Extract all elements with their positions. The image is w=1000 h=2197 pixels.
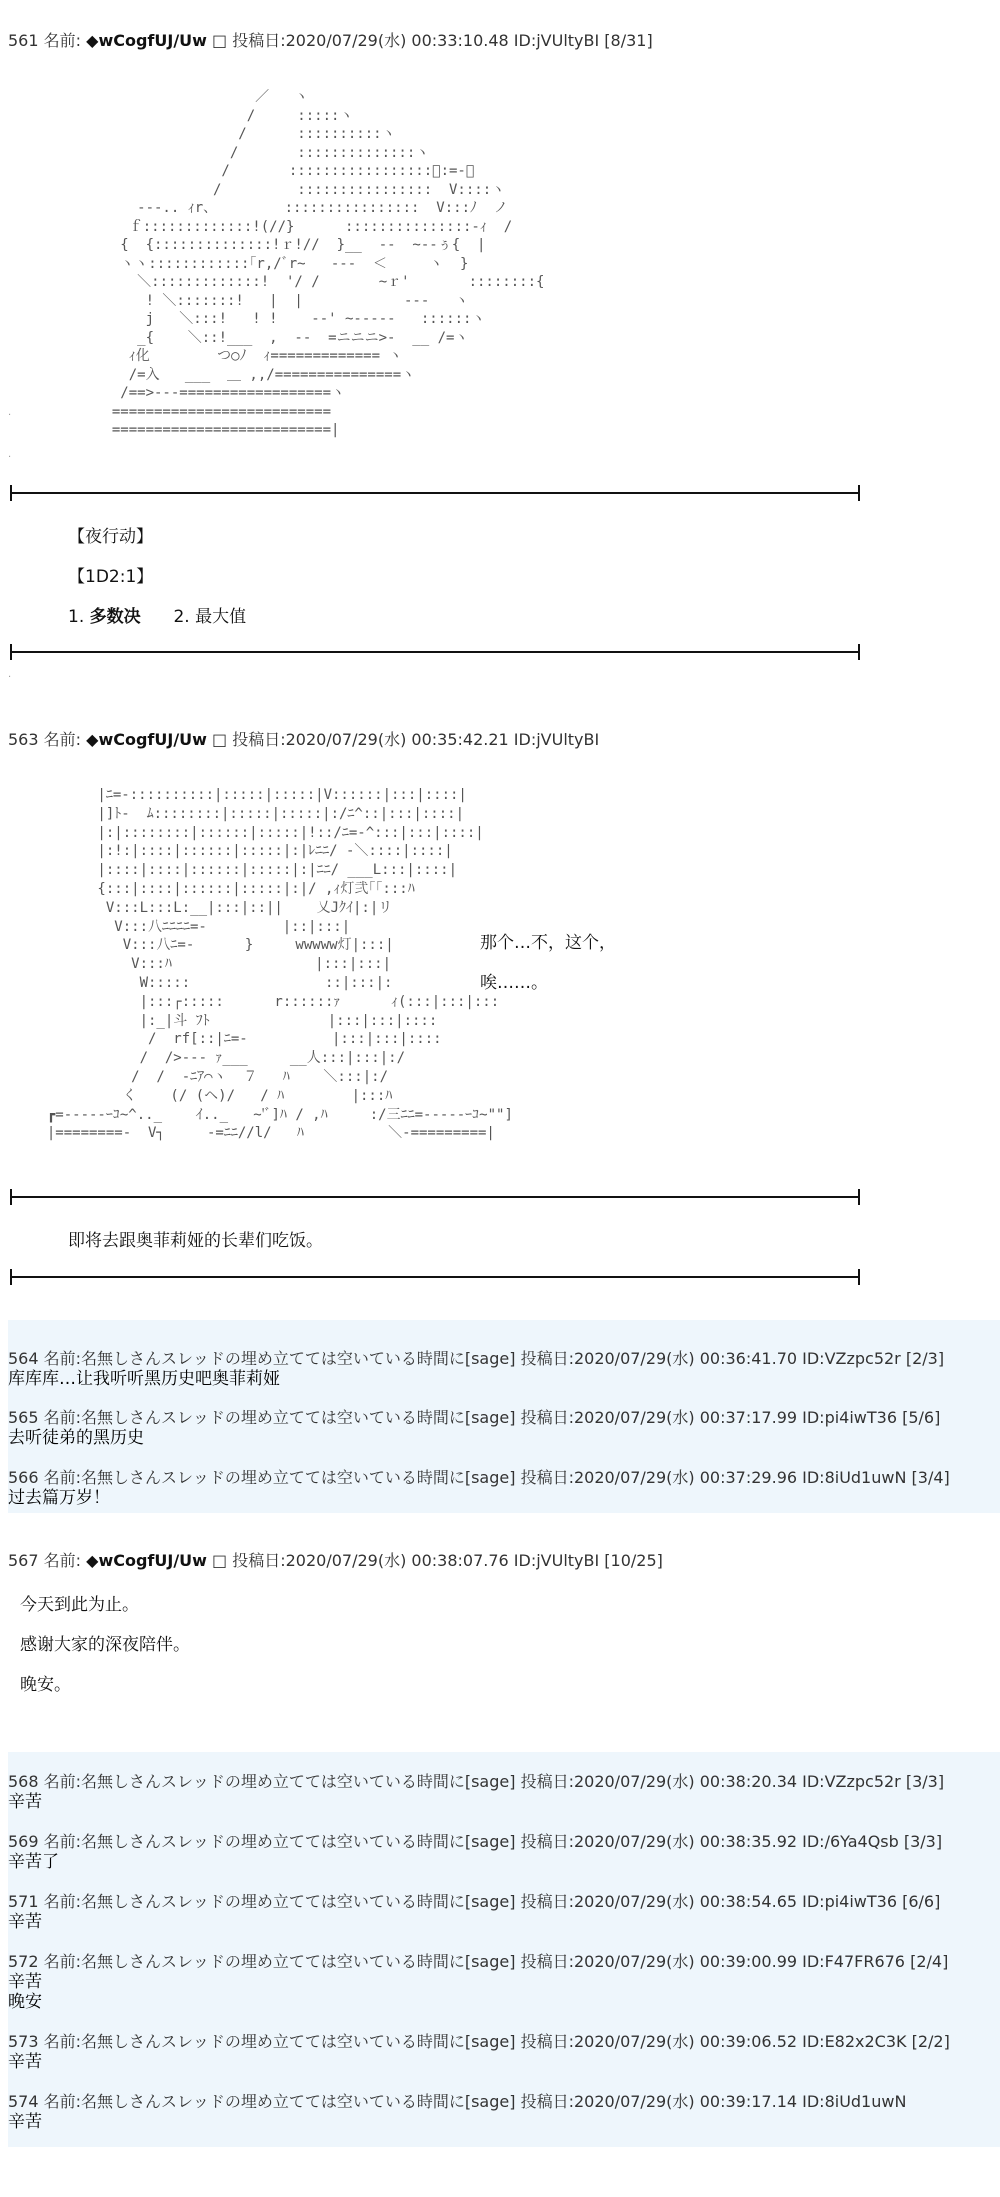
margin-dot: ·	[8, 672, 12, 683]
narration-caption: 即将去跟奥菲莉娅的长辈们吃饭。	[68, 1231, 323, 1251]
divider-rule	[10, 1196, 860, 1198]
response-body: 辛苦	[8, 1972, 42, 1992]
response-568	[8, 1772, 944, 1812]
response-body: 辛苦了	[8, 1852, 59, 1872]
closing-line-2: 感谢大家的深夜陪伴。	[20, 1635, 190, 1655]
post-number: 561	[8, 31, 39, 50]
response-body: 辛苦	[8, 2052, 42, 2072]
response-body: 辛苦	[8, 1792, 42, 1812]
closing-line-3: 晚安。	[20, 1675, 71, 1695]
response-body: 辛苦	[8, 2112, 42, 2132]
response-header: 565 名前:名無しさんスレッドの埋め立てては空いている時間に[sage] 投稿日:2020/07/29(水) 00:37:17.99 ID:pi4iwT36 [5/6]	[8, 1408, 941, 1427]
response-header: 571 名前:名無しさんスレッドの埋め立てては空いている時間に[sage] 投稿日:2020/07/29(水) 00:38:54.65 ID:pi4iwT36 [6/6]	[8, 1892, 941, 1911]
poster-name[interactable]: ◆wCogfUJ/Uw	[86, 730, 207, 749]
response-569	[8, 1832, 942, 1872]
name-label: 名前:	[43, 1551, 82, 1570]
post-date: □ 投稿日:2020/07/29(水) 00:33:10.48 ID:jVUltyBI [8/31]	[212, 31, 653, 50]
response-header: 572 名前:名無しさんスレッドの埋め立てては空いている時間に[sage] 投稿日:2020/07/29(水) 00:39:00.99 ID:F47FR676 [2/4]	[8, 1952, 949, 1971]
divider-rule	[10, 1276, 860, 1278]
dialogue-line-2: 唉……。	[480, 973, 548, 993]
section-title: 【夜行动】	[68, 527, 153, 547]
response-body: 辛苦	[8, 1912, 42, 1932]
response-565	[8, 1408, 940, 1448]
post-header-561	[8, 28, 653, 51]
response-body: 库库库…让我听听黑历史吧奥菲莉娅	[8, 1369, 280, 1389]
post-number: 567	[8, 1551, 39, 1570]
option-2: 最大值	[195, 607, 247, 627]
response-573	[8, 2032, 950, 2072]
response-body: 过去篇万岁！	[8, 1488, 110, 1508]
response-body: 去听徒弟的黑历史	[8, 1428, 144, 1448]
post-date: □ 投稿日:2020/07/29(水) 00:35:42.21 ID:jVUltyBI	[212, 730, 600, 749]
response-header: 564 名前:名無しさんスレッドの埋め立てては空いている時間に[sage] 投稿日:2020/07/29(水) 00:36:41.70 ID:VZzpc52r [2/3]	[8, 1349, 945, 1368]
ascii-art-character: |ﾆ=-::::::::::|:::::|:::::|V::::::|:::|::::| |]ﾄ- ﾑ::::::::|:::::|:::::|:/ﾆ^::|:::|::::| |:|::::::::|::::::|:::::|!::/ﾆ=-^:::|:::|::::| |:!:|::::|::::::|:::::|:|ﾚﾆﾆ/ ‐＼::::|::::| |::::|::::|::::::|:::::|:|ﾆﾆ/ ___L:::|::::| {:::|::::|::::::|:::::|:|/ ,ｨ灯弐｢｢:::ﾊ V:::L:::L:__|:::|::|| 乂Jｸｲ|:|リ V:::八ﾆﾆﾆﾆ=- |::|:::| V:::八ﾆ=- } wwwww灯|:::| V:::ﾊ |:::|:::| W::::: ::|:::|: |:::┌::::: r::::::ｧ ｨ(:::|:::|::: |:_|斗 ﾌﾄ |:::|:::|:::: / rf[::|ﾆ=- |:::|:::|:::: / />‐‐‐ ｧ___ __人:::|:::|:/ / / ‐ﾆｱ⌒ヽ ７ ﾊ ＼:::|:/ く (/ (ヘ)/ / ﾊ |:::ﾊ ┏=-‐‐‐‐ｰｺ~^.._ ｲ.._ ~'ﾞ]ﾊ / ,ﾊ :/三ﾆﾆ=-‐‐‐‐ｰｺ~""] |========- V┐ ‐=ﾆﾆ//l/ ﾊ ＼-=========|	[46, 787, 513, 1142]
closing-line-1: 今天到此为止。	[20, 1595, 139, 1615]
poster-name[interactable]: ◆wCogfUJ/Uw	[86, 1551, 207, 1570]
post-date: □ 投稿日:2020/07/29(水) 00:38:07.76 ID:jVUltyBI [10/25]	[212, 1551, 663, 1570]
option-2-number: 2.	[173, 607, 190, 627]
response-574	[8, 2092, 906, 2132]
vote-options	[68, 602, 246, 627]
divider-rule	[10, 651, 860, 653]
post-header-563	[8, 727, 599, 750]
response-566	[8, 1468, 950, 1508]
divider-rule	[10, 492, 860, 494]
margin-dot: ·	[8, 410, 12, 421]
option-1-number: 1.	[68, 607, 85, 627]
response-header: 574 名前:名無しさんスレッドの埋め立てては空いている時間に[sage] 投稿日:2020/07/29(水) 00:39:17.14 ID:8iUd1uwN	[8, 2092, 907, 2111]
vote-label: 【1D2:1】	[68, 567, 154, 587]
option-1-selected: 多数决	[89, 607, 141, 627]
response-564	[8, 1349, 944, 1389]
poster-name[interactable]: ◆wCogfUJ/Uw	[86, 31, 207, 50]
name-label: 名前:	[43, 730, 82, 749]
response-header: 569 名前:名無しさんスレッドの埋め立てては空いている時間に[sage] 投稿日:2020/07/29(水) 00:38:35.92 ID:/6Ya4Qsb [3/3]	[8, 1832, 943, 1851]
margin-dot: ·	[8, 452, 12, 463]
response-572	[8, 1952, 948, 2012]
response-header: 573 名前:名無しさんスレッドの埋め立てては空いている時間に[sage] 投稿日:2020/07/29(水) 00:39:06.52 ID:E82x2C3K [2/2]	[8, 2032, 950, 2051]
post-header-567	[8, 1548, 663, 1571]
dialogue-line-1: 那个…不，这个，	[480, 933, 616, 953]
response-header: 566 名前:名無しさんスレッドの埋め立てては空いている時間に[sage] 投稿日:2020/07/29(水) 00:37:29.96 ID:8iUd1uwN [3/4]	[8, 1468, 950, 1487]
response-body-line-2: 晚安	[8, 1992, 42, 2012]
response-header: 568 名前:名無しさんスレッドの埋め立てては空いている時間に[sage] 投稿日:2020/07/29(水) 00:38:20.34 ID:VZzpc52r [3/3]	[8, 1772, 945, 1791]
response-571	[8, 1892, 940, 1932]
ascii-art-mountain: ／ ヽ / :::::ヽ / ::::::::::ヽ / ::::::::::::::ヽ / :::::::::::::::::ﾞ:=-、 / :::::::::::::::: V::::ヽ -‐-.. ｨr、 :::::::::::::::: V:::ﾉ ノ ｆ:::::::::::::!(//} :::::::::::::::-ｨ / { {::::::::::::::!ｒ!// }__ ‐‐ ~‐-ぅ{ | ヽヽ::::::::::::｢r,/ﾞr~ ‐‐‐ ＜ ヽ } ＼:::::::::::::! '/ / ~ｒ' ::::::::{ ! ＼:::::::! | | ‐‐‐ ヽ j ＼:::! ! ! ‐‐' ~‐‐‐‐‐ ::::::ヽ _{ ＼::!___ , -- =ニニニ>- __ /=ヽ ｨ化 つ○ﾉ ｨ============= ヽ /=入 ___ ＿ ,,/===============ヽ /==>‐‐‐==================ヽ ========================== ==========================|	[111, 89, 545, 438]
post-number: 563	[8, 730, 39, 749]
name-label: 名前:	[43, 31, 82, 50]
